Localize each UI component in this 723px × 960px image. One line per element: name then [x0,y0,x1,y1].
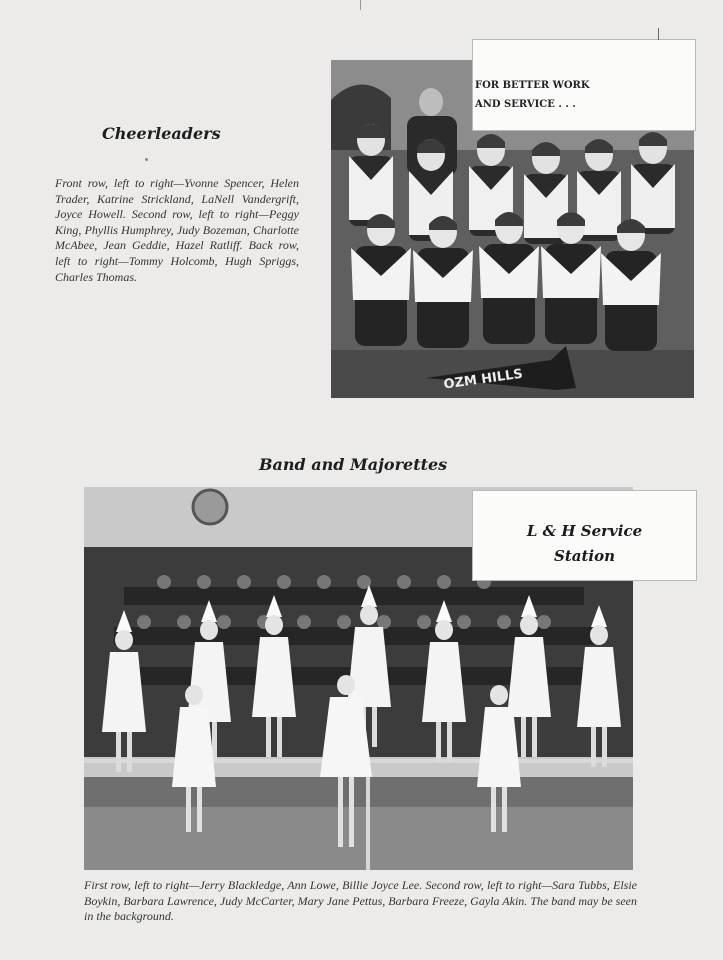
band-caption: First row, left to right—Jerry Blackledge, Ann Lowe, Billie Joyce Lee. Second row, left to right—Sara Tubbs, Elsie Boykin, Barbara Lawrence, Judy McCarter, Mary Jane Pettus, Barbara Freeze, Gayla Akin. The band may be seen in the background. [84,878,637,924]
band-heading: Band and Majorettes [259,455,448,474]
cheerleaders-heading: Cheerleaders [102,124,221,143]
paste-mark [658,28,659,40]
ad-better-work [472,39,696,131]
megaphone-text: OZM HILLS [442,366,524,393]
cheerleaders-caption: Front row, left to right—Yvonne Spencer, Helen Trader, Katrine Strickland, LaNell Vandergrift, Joyce Howell. Second row, left to right—Peggy King, Phyllis Humphrey, Judy Bozeman, Charlotte McAbee, Jean Geddie, Hazel Ratliff. Back row, left to right—Tommy Holcomb, Hugh Spriggs, Charles Thomas. [55,176,299,284]
ad-line-2: AND SERVICE . . . [475,99,576,110]
ad-better-work-text [475,76,590,114]
ad-line-1: FOR BETTER WORK [475,80,590,91]
ad-lh-line-1: L & H Service [526,522,643,540]
crop-mark [360,0,361,10]
ad-lh-service-station [472,490,697,581]
ad-lh-line-2: Station [553,547,616,565]
dust-speck [145,158,148,161]
ad-lh-title [473,519,696,569]
